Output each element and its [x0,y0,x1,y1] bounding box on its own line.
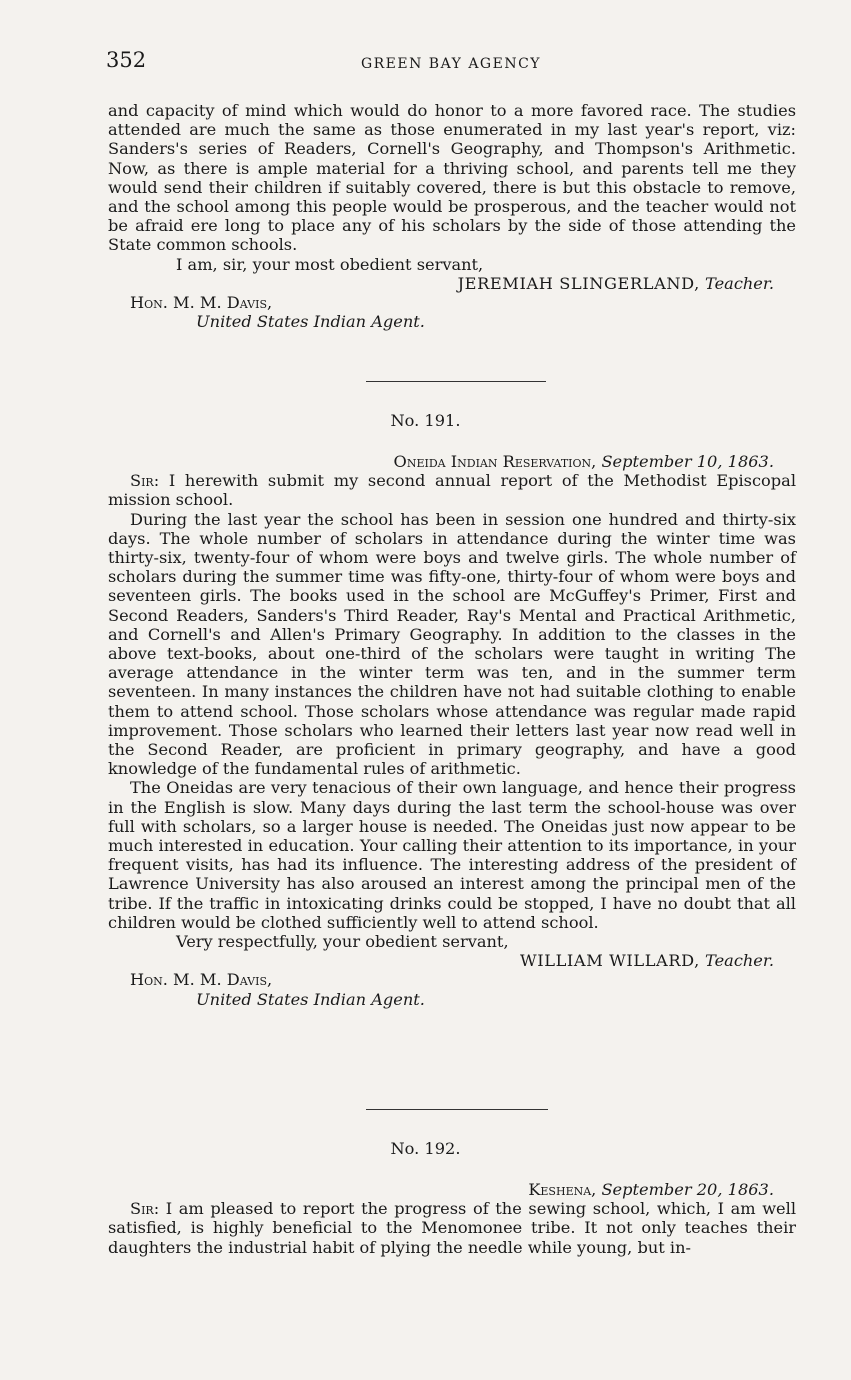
dateline [108,1180,796,1199]
letter2-closing: Very respectfully, your obedient servant, [176,932,509,952]
letter-keshena [108,1180,796,1257]
addressee-title: United States Indian Agent. [196,989,425,1009]
dateline [108,452,796,471]
dateline-place: Oneida Indian Reservation, [393,452,597,471]
section-divider [366,381,546,382]
addressee-title: United States Indian Agent. [196,312,425,332]
letter3-paragraph-1: Sir: I am pleased to report the progress of the sewing school, which, I am well satisfied, is highly beneficial to the Menomonee tribe. It not only teaches their daughters the industrial habit of plying the needle while young, but in- [108,1199,796,1257]
letter2-signature [108,951,796,970]
document-number: No. 192. [390,1139,461,1158]
dateline-date: September 10, 1863. [601,452,774,471]
running-title: GREEN BAY AGENCY [360,56,542,72]
document-number: No. 191. [390,411,461,430]
addressee-name: Hon. M. M. Davis, [130,970,273,990]
letter2-paragraph-3: The Oneidas are very tenacious of their own language, and hence their progress in the English is slow. Many days during the last term the school-house was over full with scholars, so a larger house is needed. The Oneidas just now appear to be much interested in education. Your calling their attention to its importance, in your frequent visits, has had its influence. The interesting address of the president of Lawrence University has also aroused an interest among the principal men of the tribe. If the traffic in intoxicating drinks could be stopped, I have no doubt that all children would be clothed sufficiently well to attend school. [108,778,796,932]
letter1-signature [108,274,796,293]
signer-name: WILLIAM WILLARD, [519,951,700,971]
signer-title: Teacher. [705,951,774,971]
section-divider [366,1109,548,1110]
letter1-closing: I am, sir, your most obedient servant, [176,254,484,274]
dateline-date: September 20, 1863. [601,1180,774,1199]
signer-title: Teacher. [705,273,774,293]
letter-willard [108,452,796,1009]
addressee-name: Hon. M. M. Davis, [130,293,273,313]
dateline-place: Keshena, [528,1180,597,1199]
letter1-paragraph: and capacity of mind which would do honor to a more favored race. The studies attended are much the same as those enumerated in my last year's report, viz: Sanders's series of Readers, Cornell's Geography, and Thompson's Arithmetic. Now, as there is ample material for a thriving school, and parents tell me they would send their children if suitably covered, there is but this obstacle to remove, and the school among this people would be prosperous, and the teacher would not be afraid ere long to place any of his scholars by the side of those attending the State common schools. [108,101,796,255]
page-header [106,48,796,78]
page-number: 352 [106,48,147,72]
letter-slingerland [108,101,796,331]
signer-name: JEREMIAH SLINGERLAND, [457,273,700,293]
letter2-paragraph-1: Sir: I herewith submit my second annual report of the Methodist Episcopal mission school. [108,471,796,510]
letter2-paragraph-2: During the last year the school has been in session one hundred and thirty-six days. The whole number of scholars in attendance during the winter time was thirty-six, twenty-four of whom were boys and twelve girls. The whole number of scholars during the summer time was fifty-one, thirty-four of whom were boys and seventeen girls. The books used in the school are McGuffey's Primer, First and Second Readers, Sanders's Third Reader, Ray's Mental and Practical Arithmetic, and Cornell's and Allen's Primary Geography. In addition to the classes in the above text-books, about one-third of the scholars were taught in writing The average attendance in the winter term was ten, and in the summer term seventeen. In many instances the children have not had suitable clothing to enable them to attend school. Those scholars whose attendance was regular made rapid improvement. Those scholars who learned their letters last year now read well in the Second Reader, are proficient in primary geography, and have a good knowledge of the fundamental rules of arithmetic. [108,509,796,779]
